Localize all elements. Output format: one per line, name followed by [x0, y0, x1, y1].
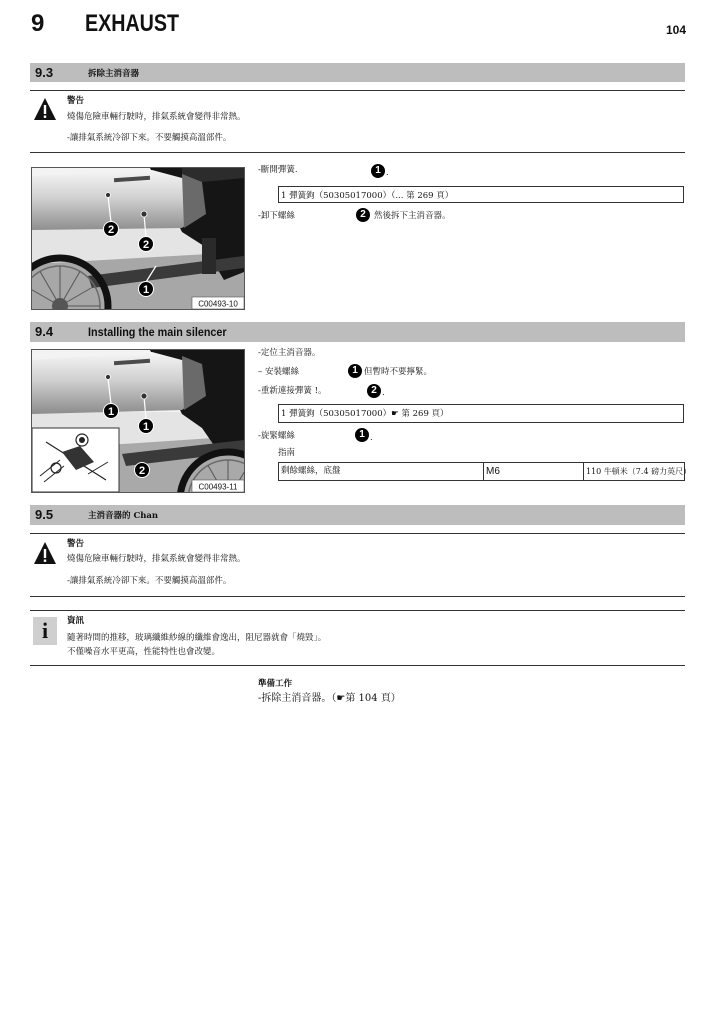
info-line-1: 隨著時間的推移，玻璃纖維紗線的纖維會逸出，阻尼器就會「燒毀」。 [67, 633, 327, 643]
callout-number: 1 [142, 421, 150, 433]
callout-number: 2 [142, 239, 150, 251]
bolt-marker [106, 375, 111, 380]
callout-number: 2 [107, 224, 115, 236]
section-header-9-5 [30, 505, 685, 525]
page-number: 104 [666, 23, 687, 37]
chapter-number: 9 [31, 10, 45, 37]
tool-text: 1 彈簧鉤（50305017000）（... 第 269 頁） [281, 191, 454, 201]
bolt-marker [141, 211, 147, 217]
section-title: Installing the main silencer [88, 325, 227, 339]
warning-text: 燒傷危險車輛行駛時，排氣系統會變得非常熱。 [67, 554, 246, 564]
figure-callout-2 [139, 237, 154, 252]
figure-callout-1 [139, 282, 154, 297]
divider [30, 90, 685, 91]
step-remove-screws: -卸下螺絲 [258, 211, 295, 221]
step-position-silencer: -定位主消音器。 [258, 348, 321, 358]
info-line-2: 不僅噪音水平更高，性能特性也會改變。 [67, 647, 221, 657]
figure-label: C00493-11 [198, 482, 238, 492]
section-number: 9.5 [35, 507, 54, 522]
spec-torque: 110 牛頓米（7.4 磅力英尺） [586, 467, 692, 476]
guideline-heading: 指南 [278, 448, 296, 458]
torque-spec-table [278, 462, 692, 481]
figure-callout-2 [104, 222, 119, 237]
step-callout: 2 [356, 208, 370, 222]
tool-box [278, 404, 684, 423]
shock-absorber [202, 238, 216, 274]
spec-thread: M6 [484, 463, 584, 480]
figure-callout-2 [135, 463, 150, 478]
step-suffix: . [370, 433, 373, 443]
section-number: 9.4 [35, 324, 54, 339]
figure-remove-silencer [31, 167, 245, 310]
section-title: 主消音器的 Chan [88, 511, 159, 521]
callout-number: 1 [142, 284, 150, 296]
step-callout: 1 [348, 364, 362, 378]
callout-number: 2 [138, 465, 146, 477]
figure-label: C00493-10 [198, 299, 238, 309]
divider [30, 665, 685, 666]
step-callout: 2 [367, 384, 381, 398]
step-reconnect-spring: -重新連接彈簧 !。 [258, 386, 327, 396]
step-suffix: . [386, 168, 389, 178]
warning-triangle-icon [33, 541, 57, 569]
step-tighten-screws: -旋緊螺絲 [258, 431, 295, 441]
chapter-title: EXHAUST [85, 10, 180, 37]
section-number: 9.3 [35, 65, 54, 80]
tool-text: 1 彈簧鉤（50305017000）☛ 第 269 頁） [281, 409, 449, 419]
warning-text: 燒傷危險車輛行駛時，排氣系統會變得非常熱。 [67, 112, 246, 122]
info-icon: i [33, 617, 57, 645]
warning-heading: 警告 [67, 539, 85, 549]
divider [30, 596, 685, 597]
step-mount-screws: – 安裝螺絲 [258, 367, 299, 377]
warning-instruction: -讓排氣系統冷卻下來。不要觸摸高溫部件。 [67, 133, 232, 143]
bolt-marker [141, 393, 147, 399]
divider [30, 152, 685, 153]
info-heading: 資訊 [67, 616, 85, 626]
tool-box [278, 186, 684, 203]
warning-instruction: -讓排氣系統冷卻下來。不要觸摸高溫部件。 [67, 576, 232, 586]
step-suffix: . [382, 388, 385, 398]
warning-heading: 警告 [67, 96, 85, 106]
section-title: 拆除主消音器 [88, 69, 140, 79]
section-header-9-4 [30, 322, 685, 342]
prep-step: -拆除主消音器。（☛第 104 頁） [258, 693, 401, 704]
figure-install-silencer [31, 349, 245, 493]
step-suffix: 但暫時不要擰緊。 [364, 367, 433, 377]
bolt-marker [106, 193, 111, 198]
prep-heading: 準備工作 [258, 679, 293, 689]
step-callout: 1 [355, 428, 369, 442]
step-suffix: 然後拆下主消音器。 [374, 211, 451, 221]
step-callout: 1 [371, 164, 385, 178]
figure-callout-1 [139, 419, 154, 434]
callout-number: 1 [107, 406, 115, 418]
warning-triangle-icon [33, 97, 57, 125]
section-header-9-3 [30, 63, 685, 82]
spec-item: 剩餘螺絲，底盤 [279, 463, 484, 480]
figure-callout-1 [104, 404, 119, 419]
divider [30, 533, 685, 534]
detail-inset [32, 428, 119, 492]
divider [30, 610, 685, 611]
step-disconnect-spring: -斷開彈簧. [258, 165, 298, 175]
